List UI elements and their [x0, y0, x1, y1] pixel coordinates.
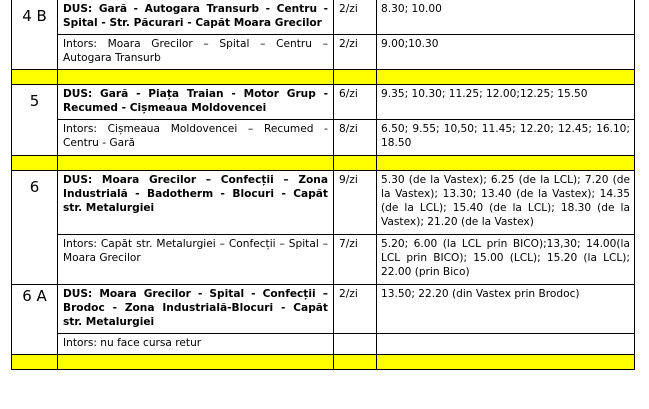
table-row [12, 120, 635, 156]
route-direction-intors: Intors: Moara Grecilor – Spital – Centru – Autogara Transurb [58, 35, 334, 70]
bus-schedule-table [11, 0, 635, 370]
route-direction-dus: DUS: Gară - Piața Traian - Motor Grup - Recumed - Cișmeaua Moldovencei [58, 85, 334, 120]
separator-row [12, 70, 635, 85]
route-times [377, 334, 635, 355]
route-number: 6 A [12, 285, 58, 355]
route-times: 13.50; 22.20 (din Vastex prin Brodoc) [377, 285, 635, 334]
table-row [12, 235, 635, 285]
route-times: 5.20; 6.00 (la LCL prin BICO);13,30; 14.00(la LCL prin BICO); 15.00 (LCL); 15.20 (la LCL); 22.00 (prin Bico) [377, 235, 635, 285]
route-times: 8.30; 10.00 [377, 0, 635, 35]
route-frequency: 2/zi [334, 35, 377, 70]
table-row [12, 334, 635, 355]
route-number: 5 [12, 85, 58, 156]
route-frequency: 9/zi [334, 171, 377, 235]
route-number: 4 B [12, 0, 58, 70]
route-direction-intors: Intors: Capăt str. Metalurgiei – Confecții – Spital – Moara Grecilor [58, 235, 334, 285]
route-times: 9.00;10.30 [377, 35, 635, 70]
route-times: 6.50; 9.55; 10,50; 11.45; 12.20; 12.45; 16.10; 18.50 [377, 120, 635, 156]
table-row [12, 35, 635, 70]
table-row [12, 171, 635, 235]
separator-row [12, 355, 635, 370]
route-number: 6 [12, 171, 58, 285]
route-times: 5.30 (de la Vastex); 6.25 (de la LCL); 7.20 (de la Vastex); 13.30; 13.40 (de la Vastex); 14.35 (de la LCL); 15.40 (de la LCL); 18.30 (de la Vastex); 21.20 (de la Vastex) [377, 171, 635, 235]
route-direction-intors: Intors: Cișmeaua Moldovencei – Recumed - Centru - Gară [58, 120, 334, 156]
route-frequency: 2/zi [334, 285, 377, 334]
route-direction-intors: Intors: nu face cursa retur [58, 334, 334, 355]
route-direction-dus: DUS: Moara Grecilor – Confecții – Zona Industrială - Badotherm - Blocuri - Capăt str. Metalurgiei [58, 171, 334, 235]
route-frequency: 7/zi [334, 235, 377, 285]
table-row [12, 285, 635, 334]
table-row [12, 85, 635, 120]
route-frequency: 8/zi [334, 120, 377, 156]
route-frequency: 2/zi [334, 0, 377, 35]
route-frequency: 6/zi [334, 85, 377, 120]
route-times: 9.35; 10.30; 11.25; 12.00;12.25; 15.50 [377, 85, 635, 120]
table-row [12, 0, 635, 35]
route-direction-dus: DUS: Gară - Autogara Transurb - Centru - Spital - Str. Păcurari - Capăt Moara Grecilor [58, 0, 334, 35]
separator-row [12, 156, 635, 171]
route-direction-dus: DUS: Moara Grecilor - Spital - Confecții – Brodoc - Zona Industrială-Blocuri - Capăt str. Metalurgiei [58, 285, 334, 334]
route-frequency [334, 334, 377, 355]
